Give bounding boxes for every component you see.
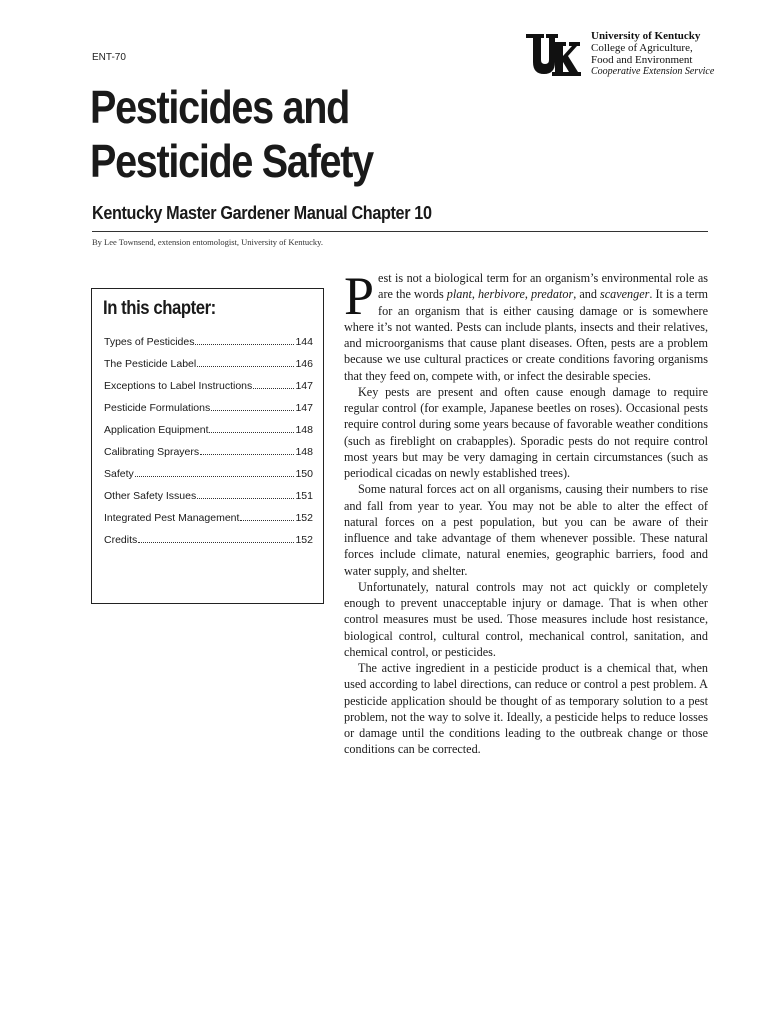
title-line-2: Pesticide Safety xyxy=(90,135,373,187)
toc-item xyxy=(104,446,313,468)
toc-item-page: 146 xyxy=(295,358,313,370)
toc-item-page: 148 xyxy=(295,446,313,458)
toc-item xyxy=(104,336,313,358)
body-text xyxy=(344,266,708,758)
paragraph-1 xyxy=(344,266,708,384)
paragraph-text: . It is a term for an organism that is either causing damage or is somewhere where it’s not wanted. Pests can include plants, insects and their relatives, and microorganisms that cause plant diseases. Often, pests are a problem because we use cultural practices or create conditions favoring organisms that they feed on, compete with, or infect the desirable species. xyxy=(344,287,708,383)
toc-item xyxy=(104,402,313,424)
toc-item xyxy=(104,424,313,446)
toc-leader xyxy=(253,388,294,389)
toc-leader xyxy=(135,476,295,477)
toc-leader xyxy=(240,520,294,521)
toc-item-page: 152 xyxy=(295,534,313,546)
toc-item-label: The Pesticide Label xyxy=(104,358,197,370)
toc-item xyxy=(104,380,313,402)
toc-item-label: Exceptions to Label Instructions xyxy=(104,380,253,392)
toc-item xyxy=(104,490,313,512)
toc-item-page: 148 xyxy=(295,424,313,436)
toc-item-label: Other Safety Issues xyxy=(104,490,197,502)
toc-item-page: 147 xyxy=(295,402,313,414)
toc-item-page: 151 xyxy=(295,490,313,502)
header-divider xyxy=(92,231,708,232)
chapter-subtitle: Kentucky Master Gardener Manual Chapter 10 xyxy=(92,203,432,223)
paragraph-4: Unfortunately, natural controls may not act quickly or completely enough to prevent unacceptable injury or damage. That is when other control measures must be used. Those measures include host resistance, biological control, cultural control, mechanical control, sanitation, and chemical control, or pesticides. xyxy=(344,579,708,659)
paragraph-text: est is not a biological term for an organism’s environmental role as are the words xyxy=(378,271,708,302)
toc-list xyxy=(104,336,313,556)
toc-item-label: Safety xyxy=(104,468,134,480)
page-title xyxy=(90,80,468,188)
toc-item-page: 147 xyxy=(295,380,313,392)
paragraph-3: Some natural forces act on all organisms, causing their numbers to rise and fall from year to year. You may not be able to alter the effect of natural forces on a pest population, but you can be aware of their influence and take advantage of them whenever possible. These natural forces include climate, natural enemies, geographic barriers, food and water supply, and shelter. xyxy=(344,482,708,578)
toc-leader xyxy=(197,366,294,367)
toc-leader xyxy=(209,432,294,433)
toc-item-label: Credits xyxy=(104,534,138,546)
emphasis-term: scavenger xyxy=(599,287,650,302)
document-code: ENT-70 xyxy=(92,52,126,63)
toc-item-label: Integrated Pest Management xyxy=(104,512,240,524)
emphasis-term: plant xyxy=(446,287,472,302)
toc-item xyxy=(104,534,313,556)
paragraph-2: Key pests are present and often cause enough damage to require regular control (for example, Japanese beetles on roses). Occasional pests require control during some years because of favorable weather conditions (such as fireblight on crabapples). Sporadic pests do not require control most years but may be very damaging in certain circumstances (such as periodical cicadas on newly established trees). xyxy=(344,384,708,480)
paragraph-5: The active ingredient in a pesticide product is a chemical that, when used according to label directions, can reduce or control a pest problem. A pesticide application should be thought of as temporary solution to a pest problem, not the way to solve it. Ideally, a pesticide helps to reduce losses or damage until the conditions leading to the outbreak change or those conditions can be corrected. xyxy=(344,661,708,757)
toc-item xyxy=(104,512,313,534)
toc-leader xyxy=(138,542,294,543)
toc-leader xyxy=(200,454,294,455)
emphasis-term: predator xyxy=(531,287,574,302)
toc-item-label: Calibrating Sprayers xyxy=(104,446,200,458)
drop-cap: P xyxy=(344,266,375,326)
uk-logo-icon xyxy=(524,32,582,78)
toc-item-label: Pesticide Formulations xyxy=(104,402,211,414)
toc-leader xyxy=(195,344,294,345)
paragraph-text: , xyxy=(471,287,478,302)
toc-item xyxy=(104,358,313,380)
extension-service: Cooperative Extension Service xyxy=(591,66,715,77)
author-byline: By Lee Townsend, extension entomologist, University of Kentucky. xyxy=(92,237,323,247)
toc-item-page: 152 xyxy=(295,512,313,524)
toc-item-page: 144 xyxy=(295,336,313,348)
toc-heading: In this chapter: xyxy=(103,298,216,319)
emphasis-term: herbivore xyxy=(477,287,525,302)
paragraph-text: , xyxy=(524,287,531,302)
toc-item-label: Application Equipment xyxy=(104,424,209,436)
paragraph-text: , and xyxy=(573,287,600,302)
institution-block xyxy=(591,30,741,78)
toc-leader xyxy=(211,410,294,411)
toc-item-label: Types of Pesticides xyxy=(104,336,195,348)
college-line-1: College of Agriculture, xyxy=(591,42,693,54)
title-line-1: Pesticides and xyxy=(90,81,349,133)
toc-item xyxy=(104,468,313,490)
toc-item-page: 150 xyxy=(295,468,313,480)
college-line-2: Food and Environment xyxy=(591,54,693,66)
university-name: University of Kentucky xyxy=(591,30,701,42)
chapter-contents-box xyxy=(91,288,324,604)
toc-leader xyxy=(197,498,294,499)
